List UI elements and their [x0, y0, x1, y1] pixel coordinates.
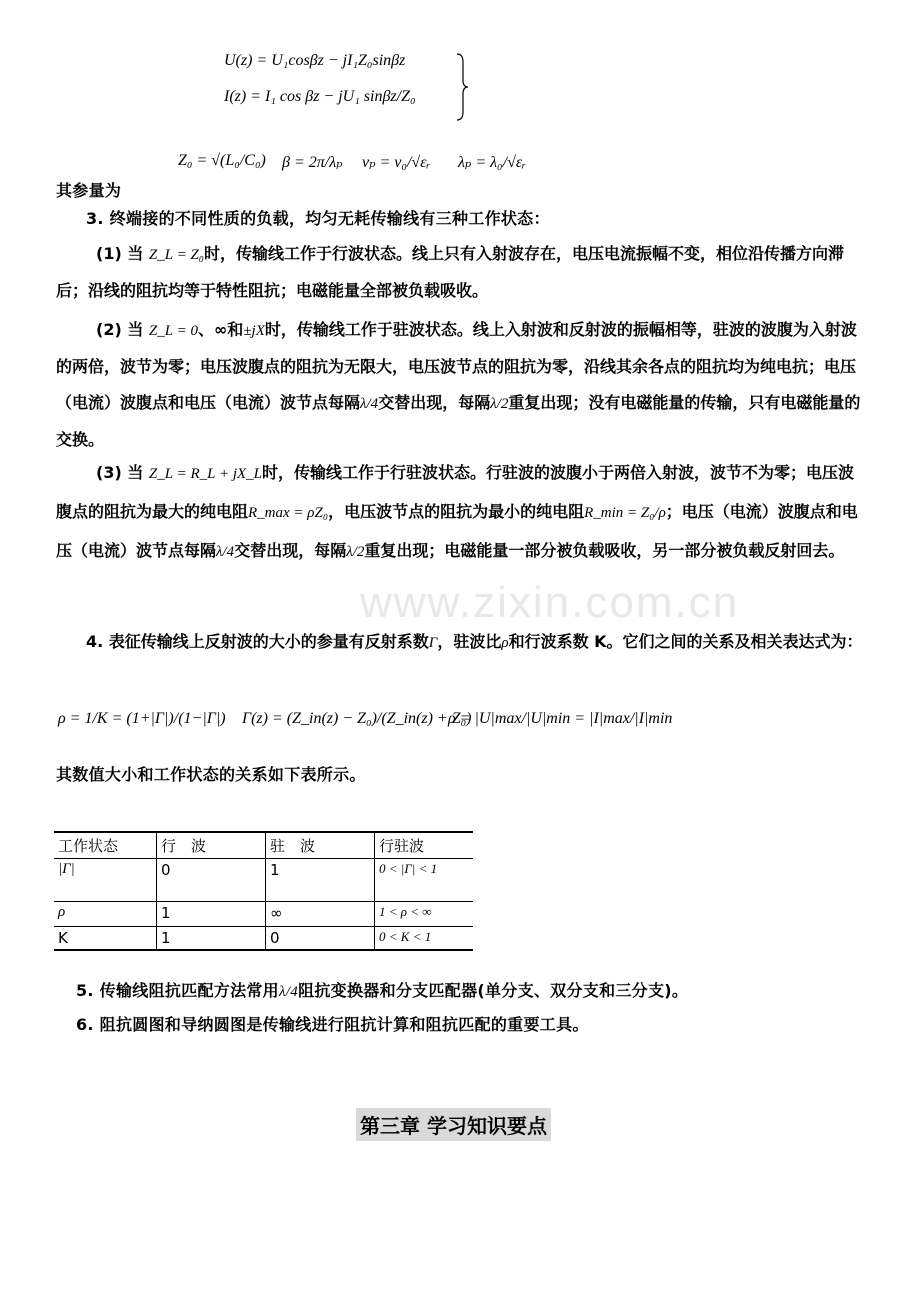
table-intro: 其数值大小和工作状态的关系如下表所示。	[56, 765, 366, 784]
p2-condition: Z_L = 0	[148, 323, 198, 339]
item3-intro: 3. 终端接的不同性质的负载，均匀无耗传输线有三种工作状态：	[86, 209, 550, 228]
p3-text2: ，电压波节点的阻抗为最小的纯电阻	[328, 502, 585, 521]
p3-text: 时，传输线工作于行驻波状态。行驻波的波腹小于两倍入射波，波节不为零；电压波腹点的阻抗为最大的纯电阻	[56, 463, 855, 521]
p2-text3: 重复出现；没有电磁能量的传输，只有电磁能量的交换。	[56, 393, 861, 449]
table-row	[54, 902, 473, 927]
state-table	[54, 831, 473, 951]
table-cell: 1	[157, 902, 266, 927]
item5-text-a: 5. 传输线阻抗匹配方法常用	[76, 981, 279, 1000]
p3-text4: 交替出现，每隔	[234, 541, 347, 560]
table-cell: ρ	[54, 902, 157, 927]
p2-text2: 交替出现，每隔	[378, 393, 491, 412]
table-cell: |Γ|	[54, 859, 157, 902]
formula-gamma: Γ(z) = (Z_in(z) − Z₀)/(Z_in(z) + Z₀)	[242, 710, 472, 727]
watermark: www.zixin.com.cn	[360, 578, 740, 627]
chapter-heading: 第三章 学习知识要点	[356, 1108, 551, 1141]
item4-text-c: 和行波系数 K。它们之间的关系及相关表达式为：	[508, 632, 863, 651]
p3-prefix: (3) 当	[96, 463, 144, 482]
table-header-state: 工作状态	[54, 832, 157, 859]
right-brace	[455, 52, 469, 122]
p3-half-wave: λ/2	[346, 544, 365, 560]
equation-i: I(z) = I₁ cos βz − jU₁ sinβz/Z₀	[224, 88, 416, 105]
table-cell: 1	[157, 927, 266, 951]
item5-quarter-wave: λ/4	[278, 984, 299, 1000]
p3-text5: 重复出现；电磁能量一部分被负载吸收，另一部分被负载反射回去。	[364, 541, 845, 560]
p3-text3: ；电压（电流）波腹点和电压（电流）波节点每隔	[56, 502, 858, 560]
p3-condition: Z_L = R_L + jX_L	[148, 466, 262, 482]
p3-rmin: R_min = Z₀/ρ	[584, 505, 666, 521]
table-cell: 0	[157, 859, 266, 902]
vp-formula: vₚ = v₀/√εᵣ	[362, 154, 431, 171]
table-row	[54, 927, 473, 951]
rho-symbol: ρ	[501, 635, 509, 651]
formula-rho-ui: ρ = |U|max/|U|min = |I|max/|I|min	[448, 710, 673, 727]
table-cell: ∞	[266, 902, 375, 927]
item3-para3	[56, 454, 864, 571]
table-cell: 1	[266, 859, 375, 902]
item4-para	[56, 624, 864, 661]
item5	[76, 978, 688, 1001]
table-header-standing: 驻 波	[266, 832, 375, 859]
p2-mid: 、∞和	[197, 320, 244, 339]
item5-text-b: 阻抗变换器和分支匹配器(单分支、双分支和三分支)。	[298, 981, 689, 1000]
p1-prefix: (1) 当	[96, 244, 144, 263]
item3-para1	[56, 236, 864, 309]
p2-condition2: ±jX	[243, 323, 265, 339]
item6: 6. 阻抗圆图和导纳圆图是传输线进行阻抗计算和阻抗匹配的重要工具。	[76, 1015, 589, 1034]
p3-rmax: R_max = ρZ₀	[248, 505, 329, 521]
table-cell: 1 < ρ < ∞	[375, 902, 474, 927]
beta-formula: β = 2π/λₚ	[282, 154, 343, 171]
p1-condition: Z_L = Z₀	[148, 247, 205, 263]
table-header-traveling: 行 波	[157, 832, 266, 859]
p1-text: 时，传输线工作于行波状态。线上只有入射波存在，电压电流振幅不变，相位沿传播方向滞后；沿线的阻抗均等于特性阻抗；电磁能量全部被负载吸收。	[56, 244, 845, 300]
param-label: 其参量为	[56, 181, 122, 200]
table-row	[54, 859, 473, 902]
p2-quarter-wave: λ/4	[360, 396, 379, 412]
table-cell: K	[54, 927, 157, 951]
p2-half-wave: λ/2	[490, 396, 509, 412]
p3-quarter-wave: λ/4	[216, 544, 235, 560]
gamma-symbol: Γ	[428, 635, 438, 651]
table-header-mixed: 行驻波	[375, 832, 474, 859]
table-cell: 0 < K < 1	[375, 927, 474, 951]
item4-text-a: 4. 表征传输线上反射波的大小的参量有反射系数	[86, 632, 429, 651]
equation-u: U(z) = U₁cosβz − jI₁Z₀sinβz	[224, 52, 406, 69]
z0-formula: Z₀ = √(L₀/C₀)	[178, 152, 266, 169]
item4-text-b: ，驻波比	[437, 632, 502, 651]
p2-text: 时，传输线工作于驻波状态。线上入射波和反射波的振幅相等，驻波的波腹为入射波的两倍，波节为零；电压波腹点的阻抗为无限大，电压波节点的阻抗为零，沿线其余各点的阻抗均为纯电抗；电压（电流）波腹点和电压（电流）波节点每隔	[56, 320, 857, 412]
item3-para2	[56, 312, 864, 458]
lp-formula: λₚ = λ₀/√εᵣ	[458, 154, 527, 171]
formula-rho-k: ρ = 1/K = (1+|Γ|)/(1−|Γ|)	[58, 710, 226, 727]
table-cell: 0	[266, 927, 375, 951]
table-cell: 0 < |Γ| < 1	[375, 859, 474, 902]
p2-prefix: (2) 当	[96, 320, 144, 339]
